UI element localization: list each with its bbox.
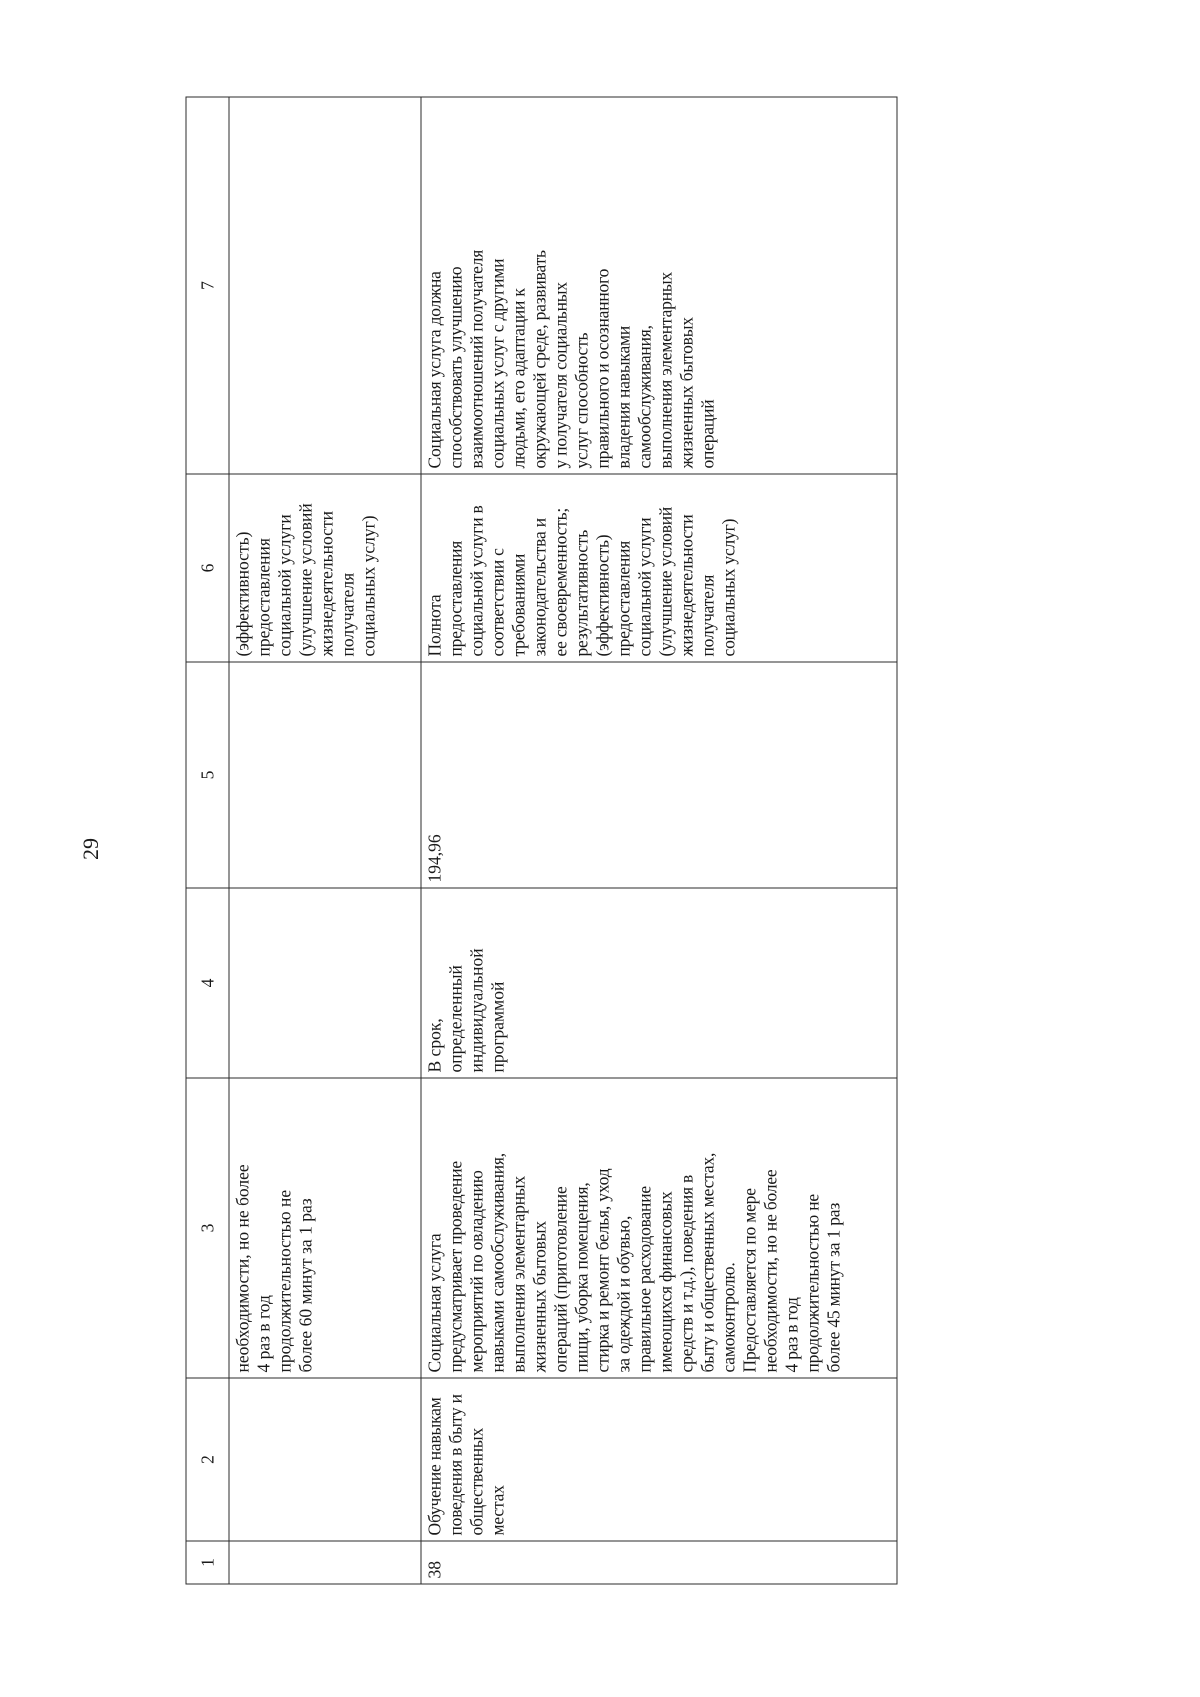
cell-service-description: необходимости, но не более 4 раз в год продолжительностью не более 60 минут за 1 раз <box>229 1078 421 1378</box>
column-header-6: 6 <box>186 474 229 662</box>
page-number: 29 <box>78 838 103 860</box>
services-table-container <box>185 98 897 1585</box>
cell-quality-indicators: Полнота предоставления социальной услуги в соответствии с требованиями законодательства и ее своевременность; результативность (эффективность) предоставления социальной услуги (улучшение условий жизнедеятельности получателя социальных услуг) <box>421 474 897 662</box>
cell-number: 38 <box>421 1541 897 1584</box>
column-header-4: 4 <box>186 888 229 1078</box>
cell-quality-indicators: (эффективность) предоставления социальной услуги (улучшение условий жизнедеятельности получателя социальных услуг) <box>229 474 421 662</box>
cell-conditions <box>229 97 421 474</box>
cell-service-description: Социальная услуга предусматривает проведение мероприятий по овладению навыками самообслуживания, выполнения элементарных жизненных бытовых операций (приготовление пищи, уборка помещения, стирка и ремонт белья, уход за одеждой и обувью, правильное расходование имеющихся финансовых средств и т.д.), поведения в быту и общественных местах, самоконтролю. Предоставляется по мере необходимости, но не более 4 раз в год продолжительностью не более 45 минут за 1 раз <box>421 1078 897 1378</box>
table-row-38 <box>421 97 897 1584</box>
cell-service-name: Обучение навыкам поведения в быту и общественных местах <box>421 1378 897 1541</box>
cell-number <box>229 1541 421 1584</box>
cell-term: В срок, определенный индивидуальной программой <box>421 888 897 1078</box>
column-header-1: 1 <box>186 1541 229 1584</box>
cell-tariff: 194,96 <box>421 662 897 888</box>
table-header-row <box>186 97 229 1584</box>
table-row-continuation <box>229 97 421 1584</box>
services-table <box>185 97 897 1585</box>
column-header-3: 3 <box>186 1078 229 1378</box>
column-header-7: 7 <box>186 97 229 474</box>
column-header-5: 5 <box>186 662 229 888</box>
cell-conditions: Социальная услуга должна способствовать улучшению взаимоотношений получателя социальных услуг с другими людьми, его адаптации к окружающей среде, развивать у получателя социальных услуг способность правильного и осознанного владения навыками самообслуживания, выполнения элементарных жизненных бытовых операций <box>421 97 897 474</box>
cell-term <box>229 888 421 1078</box>
cell-service-name <box>229 1378 421 1541</box>
cell-tariff <box>229 662 421 888</box>
column-header-2: 2 <box>186 1378 229 1541</box>
